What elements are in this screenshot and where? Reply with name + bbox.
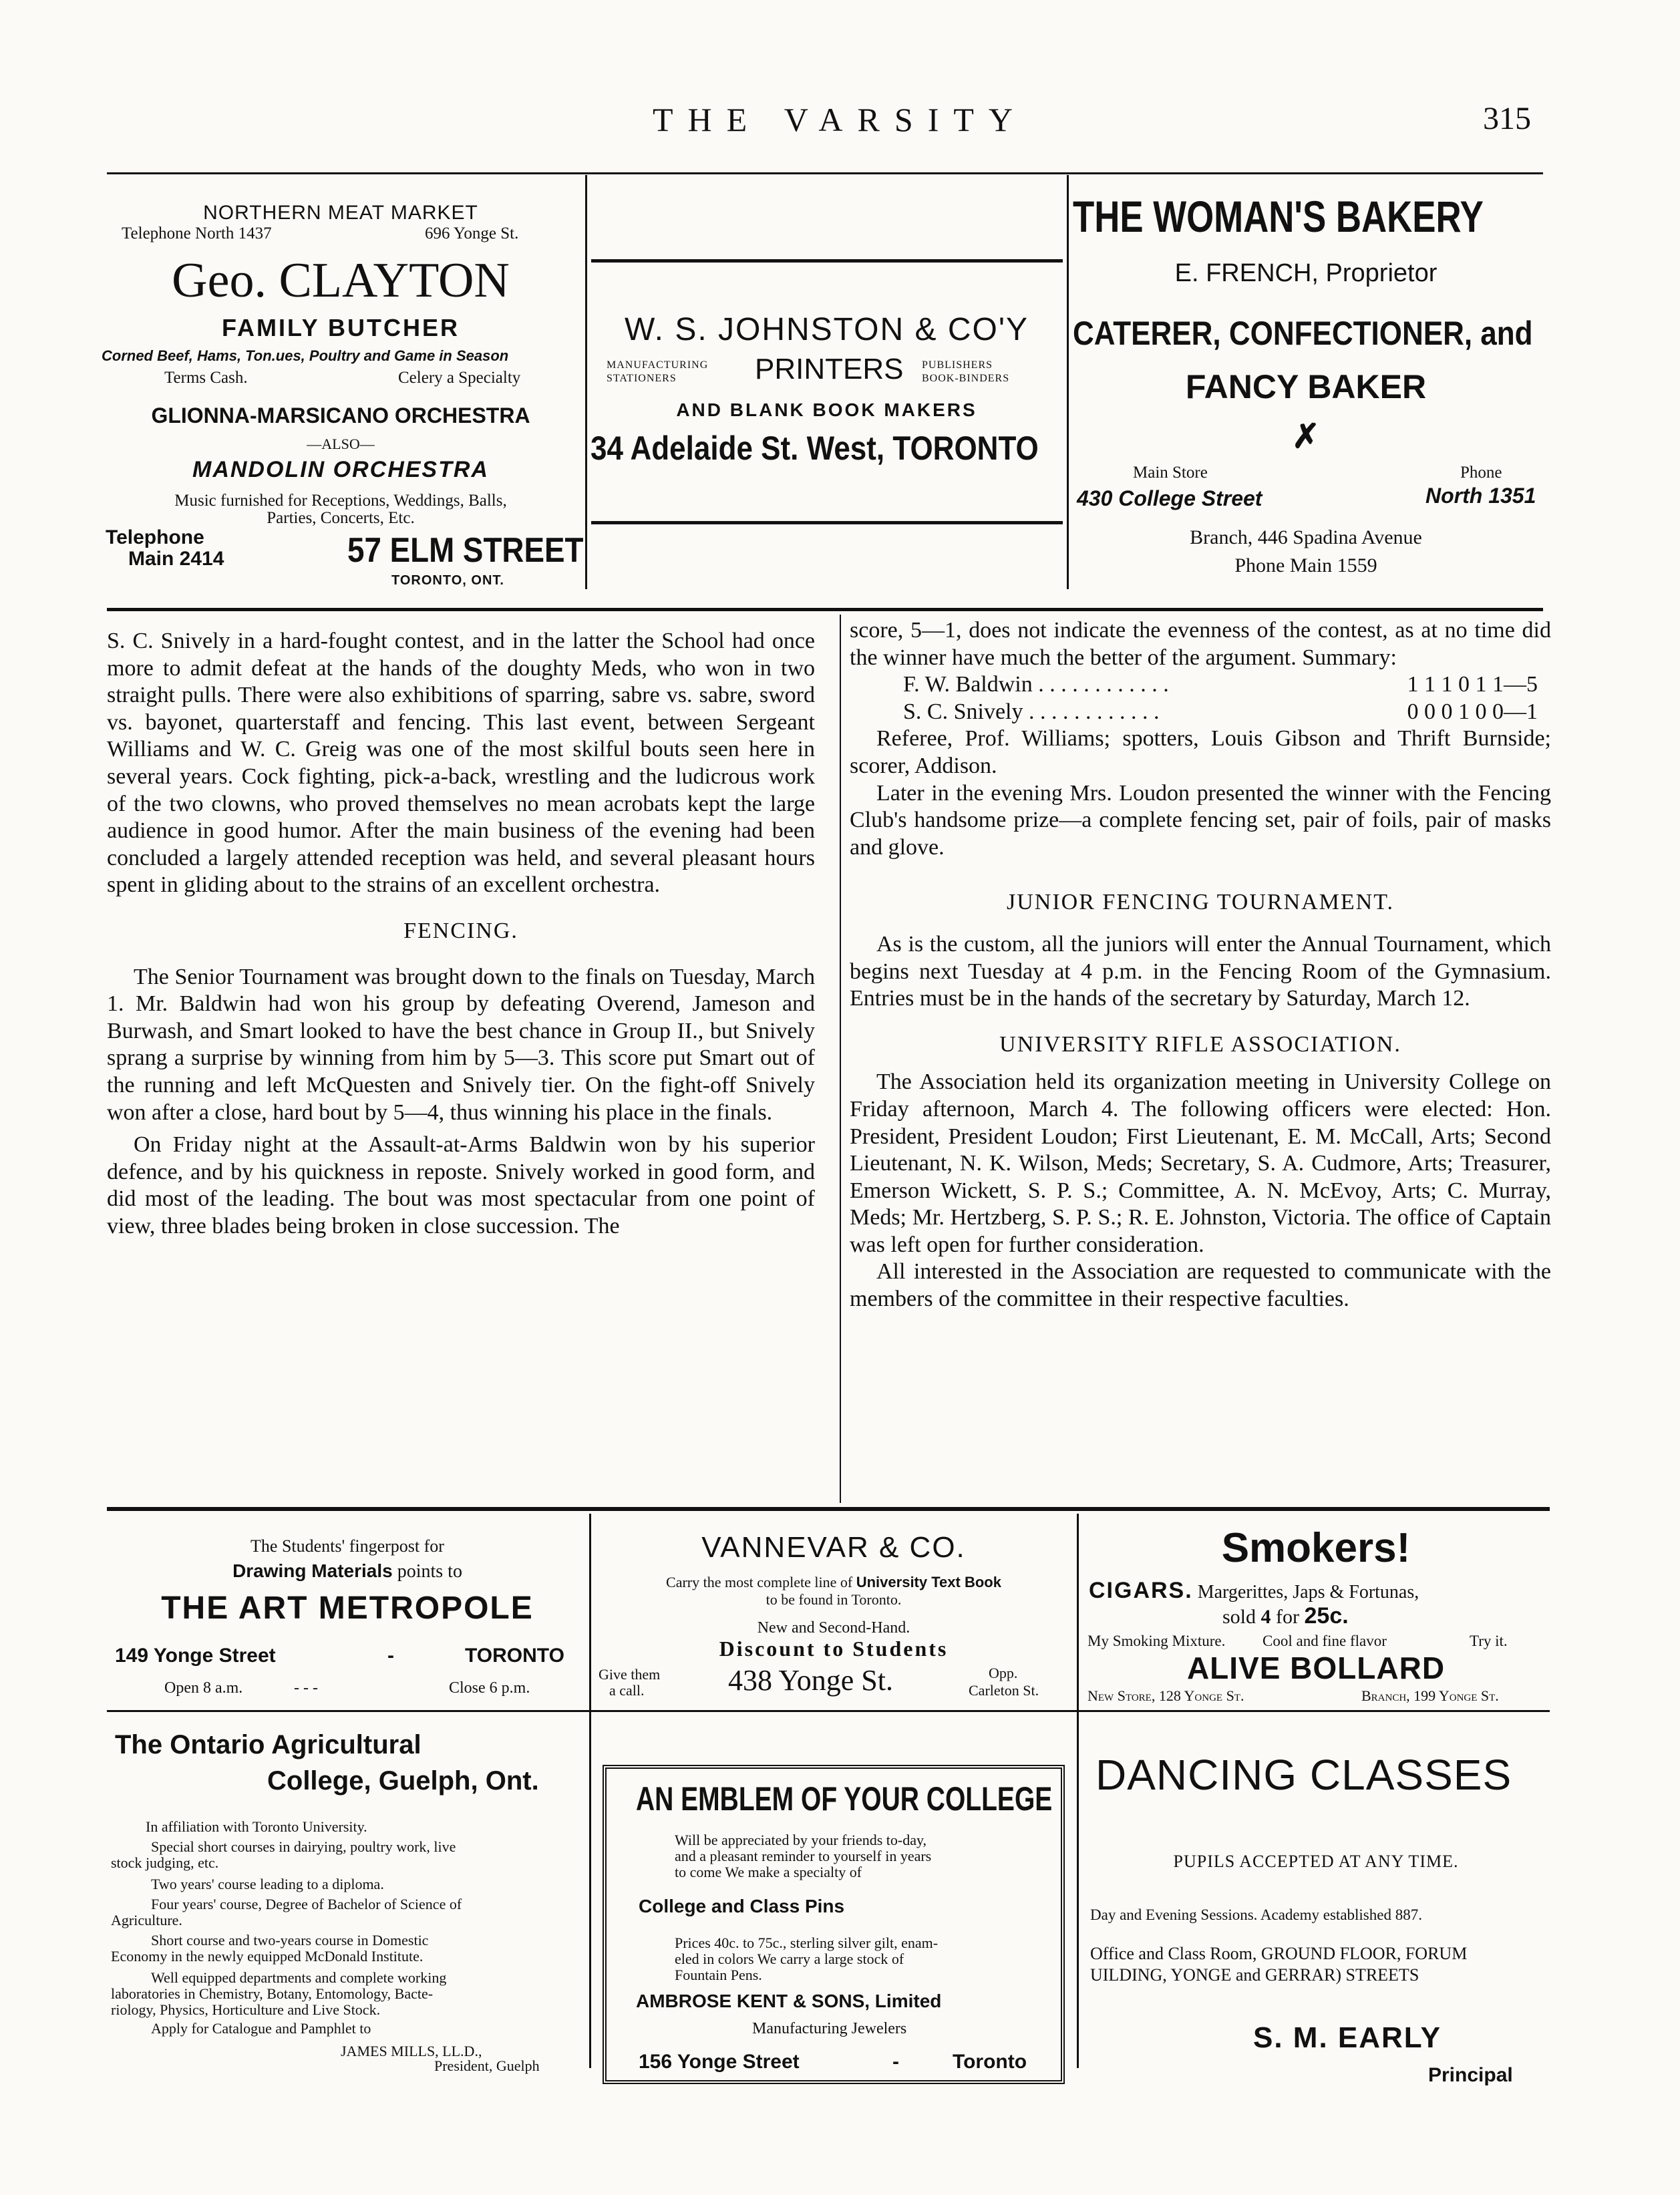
emblem-city: Toronto — [953, 2051, 1027, 2073]
summary-name: F. W. Baldwin . . . . . . . . . . . . — [903, 672, 1169, 697]
smokers-sold-c: for — [1271, 1606, 1305, 1628]
dancing-sessions: Day and Evening Sessions. Academy established 887. — [1090, 1906, 1422, 1923]
art-line-1: The Students' fingerpost for — [250, 1536, 444, 1556]
orchestra-tel-number: Main 2414 — [128, 548, 224, 570]
bakery-trade-1: CATERER, CONFECTIONER, and — [1073, 315, 1533, 352]
orchestra-street: 57 ELM STREET — [347, 531, 584, 570]
smokers-name: ALIVE BOLLARD — [1186, 1651, 1446, 1685]
dancing-title: DANCING CLASSES — [1096, 1751, 1512, 1799]
oac-line-8: Economy in the newly equipped McDonald Institute. — [111, 1948, 424, 1965]
smokers-cigars-line — [1089, 1578, 1419, 1604]
dancing-name: S. M. EARLY — [1253, 2021, 1442, 2054]
oac-line-7: Short course and two-years course in Domestic — [151, 1932, 429, 1949]
butcher-goods: Corned Beef, Hams, Ton.ues, Poultry and Game in Season — [102, 347, 509, 364]
vannevar-name: VANNEVAR & CO. — [701, 1531, 966, 1564]
article-right-para-3: Later in the evening Mrs. Loudon presented the winner with the Fencing Club's handsome prize—a complete fencing set, pair of foils, pair of masks and glove. — [850, 780, 1551, 860]
article-right-para-5: The Association held its organization meeting in University College on Friday afternoon, March 4. The following officers were elected: Hon. President, President Loudon; First Lieutenant, E. M. McCall, Arts; Second Lieutenant, N. K. Wilson, Meds; Secretary, S. A. Cudmore, Arts; Treasurer, Emerson Wickett, S. P. S.; Committee, A. N. McEvoy, Arts; C. Murray, Meds; Mr. Hertzberg, S. P. S.; R. E. Johnston, Victoria. The office of Captain was left open for further consideration. — [850, 1069, 1551, 1257]
rifle-heading: UNIVERSITY RIFLE ASSOCIATION. — [999, 1031, 1401, 1057]
oac-signature-1: JAMES MILLS, LL.D., — [341, 2043, 482, 2059]
main-store-label: Main Store — [1133, 464, 1208, 482]
bakery-branch-phone: Phone Main 1559 — [1234, 554, 1377, 576]
emblem-street: 156 Yonge Street — [639, 2051, 800, 2073]
printer-rule-top — [591, 259, 1063, 263]
dancing-principal: Principal — [1428, 2064, 1513, 2086]
smokers-try: Try it. — [1470, 1633, 1508, 1649]
market-address: 696 Yonge St. — [425, 224, 519, 242]
art-line-2-rest: points to — [392, 1561, 462, 1582]
emblem-price-1: Prices 40c. to 75c., sterling silver gilt, enam- — [675, 1934, 939, 1951]
summary-score: 1 1 1 0 1 1—5 — [1407, 672, 1538, 697]
article-right-para-2: Referee, Prof. Williams; spotters, Louis Gibson and Thrift Burnside; scorer, Addison. — [850, 726, 1551, 778]
art-street: 149 Yonge Street — [115, 1645, 276, 1667]
art-dash: - — [387, 1645, 394, 1667]
oac-signature-2: President, Guelph — [434, 2057, 540, 2074]
terms-cash: Terms Cash. — [164, 369, 248, 387]
vannevar-line-2: to be found in Toronto. — [766, 1591, 902, 1608]
orchestra-name: GLIONNA-MARSICANO ORCHESTRA — [151, 403, 530, 428]
article-left-para-2: The Senior Tournament was brought down to the finals on Tuesday, March 1. Mr. Baldwin had won his group by defeating Overend, Jameson and Burwash, and Smart looked to have the best chance in Group II., but Snively sprang a surprise by winning from him by 5—3. This score put Smart out of the running and left McQuesten and Snively tier. On the fight-off Snively won after a close, hard bout by 5—4, thus winning his place in the finals. — [107, 964, 815, 1125]
emblem-firm: AMBROSE KENT & SONS, Limited — [636, 1991, 942, 2011]
dancing-office-1: Office and Class Room, GROUND FLOOR, FORUM — [1090, 1944, 1468, 1963]
summary-row — [850, 671, 1551, 699]
fencing-heading: FENCING. — [403, 918, 518, 943]
smokers-sold-a: sold — [1222, 1606, 1261, 1628]
art-dashes: - - - — [294, 1679, 318, 1697]
smokers-brands: Margerittes, Japs & Fortunas, — [1197, 1582, 1419, 1602]
smokers-sold-line — [1222, 1603, 1349, 1629]
celery-specialty: Celery a Specialty — [398, 369, 521, 387]
oac-line-4: Two years' course leading to a diploma. — [151, 1876, 384, 1892]
smokers-sold-b: 4 — [1261, 1606, 1271, 1628]
emblem-price-2: eled in colors We carry a large stock of — [675, 1951, 904, 1967]
oac-title-1: The Ontario Agricultural — [115, 1730, 422, 1759]
smokers-new-store: New Store, 128 Yonge St. — [1087, 1687, 1244, 1704]
vannevar-opp-2: Carleton St. — [969, 1682, 1039, 1699]
printer-tagline: AND BLANK BOOK MAKERS — [676, 399, 977, 420]
art-city: TORONTO — [465, 1645, 564, 1667]
article-right-para-6: All interested in the Association are requested to communicate with the members of the committee in their respective faculties. — [850, 1259, 1551, 1312]
article-right-column — [850, 617, 1551, 1313]
printer-name: W. S. JOHNSTON & CO'Y — [624, 312, 1029, 347]
ad-divider-1 — [585, 175, 587, 589]
top-rule — [107, 172, 1543, 174]
oac-line-2: Special short courses in dairying, poultry work, live — [151, 1838, 456, 1855]
vannevar-line-3: New and Second-Hand. — [757, 1619, 910, 1637]
vannevar-give-2: a call. — [609, 1682, 645, 1699]
summary-score: 0 0 0 1 0 0—1 — [1407, 699, 1538, 724]
vannevar-opp-1: Opp. — [989, 1665, 1018, 1681]
oac-line-10: laboratories in Chemistry, Botany, Entomology, Bacte- — [111, 1985, 434, 2002]
junior-heading: JUNIOR FENCING TOURNAMENT. — [1007, 890, 1394, 915]
art-close: Close 6 p.m. — [449, 1679, 530, 1697]
emblem-line-1: Will be appreciated by your friends to-day, — [675, 1832, 927, 1848]
bottom-divider-1 — [589, 1514, 591, 2068]
smokers-title: Smokers! — [1221, 1525, 1411, 1571]
article-right-para-1: score, 5—1, does not indicate the evenness of the contest, as at no time did the winner have much the better of the argument. Summary: — [850, 618, 1551, 670]
bakery-ornament: ✗ — [1292, 417, 1320, 455]
emblem-line-3: to come We make a specialty of — [675, 1864, 862, 1880]
orchestra-tel-label: Telephone — [106, 526, 204, 548]
vannevar-line-1 — [593, 1574, 1074, 1591]
art-open: Open 8 a.m. — [164, 1679, 243, 1697]
market-name: NORTHERN MEAT MARKET — [203, 202, 478, 224]
vannevar-line-1-a: Carry the most complete line of — [666, 1574, 856, 1590]
bottom-ads-rule — [107, 1507, 1550, 1511]
emblem-pins: College and Class Pins — [639, 1896, 845, 1916]
bakery-name: THE WOMAN'S BAKERY — [1073, 192, 1484, 241]
music-line-1: Music furnished for Receptions, Weddings, Balls, — [174, 492, 507, 510]
art-name: THE ART METROPOLE — [161, 1590, 534, 1626]
dancing-pupils: PUPILS ACCEPTED AT ANY TIME. — [1173, 1852, 1459, 1871]
vannevar-give-1: Give them — [599, 1666, 661, 1683]
smokers-branch: Branch, 199 Yonge St. — [1361, 1687, 1499, 1704]
oac-line-9: Well equipped departments and complete working — [151, 1969, 447, 1986]
main-store-phone: North 1351 — [1425, 484, 1536, 508]
art-line-2-bold: Drawing Materials — [232, 1560, 393, 1581]
emblem-title: AN EMBLEM OF YOUR COLLEGE — [636, 1780, 1053, 1818]
music-line-2: Parties, Concerts, Etc. — [267, 509, 415, 527]
bakery-proprietor: E. FRENCH, Proprietor — [1174, 259, 1438, 287]
art-line-2 — [107, 1560, 588, 1582]
article-top-rule — [107, 608, 1543, 611]
article-left-para-3: On Friday night at the Assault-at-Arms Baldwin won by his superior defence, and by his quickness in reposte. Snively worked in good form, and did most of the leading. The bout was most spectacular from one point of view, three blades being broken in close succession. The — [107, 1132, 815, 1238]
emblem-line-2: and a pleasant reminder to yourself in years — [675, 1848, 932, 1864]
mandolin-orchestra: MANDOLIN ORCHESTRA — [192, 457, 489, 482]
vannevar-discount: Discount to Students — [719, 1637, 949, 1661]
smokers-flavor: Cool and fine flavor — [1263, 1633, 1387, 1649]
printer-right-1: PUBLISHERS — [922, 359, 993, 371]
article-left-column — [107, 628, 815, 1240]
bottom-divider-2 — [1077, 1514, 1079, 2068]
running-head-title: THE VARSITY — [652, 101, 1028, 138]
printer-center: PRINTERS — [755, 353, 904, 385]
oac-line-1: In affiliation with Toronto University. — [146, 1818, 367, 1835]
butcher-trade: FAMILY BUTCHER — [221, 314, 460, 341]
summary-row — [850, 699, 1551, 726]
emblem-price-3: Fountain Pens. — [675, 1967, 762, 1983]
dancing-office-2: UILDING, YONGE and GERRAR) STREETS — [1090, 1965, 1419, 1985]
orchestra-city: TORONTO, ONT. — [391, 573, 504, 588]
printer-rule-bottom — [591, 521, 1063, 524]
printer-left-1: MANUFACTURING — [607, 359, 709, 371]
bottom-ads-mid-rule — [107, 1710, 1550, 1712]
main-store-address: 430 College Street — [1077, 486, 1263, 510]
printer-left-2: STATIONERS — [607, 373, 677, 384]
butcher-name: Geo. CLAYTON — [172, 253, 510, 308]
printer-right-2: BOOK-BINDERS — [922, 373, 1010, 384]
oac-line-5: Four years' course, Degree of Bachelor of Science of — [151, 1896, 462, 1912]
vannevar-address: 438 Yonge St. — [728, 1664, 893, 1697]
page-number: 315 — [1483, 101, 1531, 136]
oac-line-12: Apply for Catalogue and Pamphlet to — [151, 2020, 371, 2037]
article-left-para-1: S. C. Snively in a hard-fought contest, and in the latter the School had once more to admit defeat at the hands of the doughty Meds, who won in two straight pulls. There were also exhibitions of sparring, sabre vs. sabre, sword vs. bayonet, quarterstaff and fencing. This last event, between Sergeant Williams and W. C. Greig was one of the most skilful bouts seen here in several years. Cock fighting, pick-a-back, wrestling and the ludicrous work of the two clowns, who proved themselves no mean acrobats kept the large audience in good humor. After the main business of the evening had been concluded a largely attended reception was held, and several pleasant hours spent in gliding about to the strains of an excellent orchestra. — [107, 629, 815, 898]
column-divider — [840, 615, 841, 1503]
vannevar-line-1-b: University Text Book — [856, 1574, 1001, 1590]
oac-line-6: Agriculture. — [111, 1912, 182, 1928]
oac-line-3: stock judging, etc. — [111, 1854, 219, 1871]
orchestra-also: —ALSO— — [307, 436, 375, 452]
oac-line-11: riology, Physics, Horticulture and Live Stock. — [111, 2001, 381, 2018]
bakery-trade-2: FANCY BAKER — [1185, 368, 1427, 405]
smokers-sold-d: 25c. — [1304, 1603, 1349, 1629]
oac-title-2: College, Guelph, Ont. — [267, 1766, 539, 1796]
summary-name: S. C. Snively . . . . . . . . . . . . — [903, 699, 1160, 724]
article-right-para-4: As is the custom, all the juniors will enter the Annual Tournament, which begins next Tuesday at 4 p.m. in the Fencing Room of the Gymnasium. Entries must be in the hands of the secretary by Saturday, March 12. — [850, 931, 1551, 1011]
smokers-mixture: My Smoking Mixture. — [1087, 1633, 1226, 1649]
bakery-branch: Branch, 446 Spadina Avenue — [1190, 526, 1422, 548]
printer-address: 34 Adelaide St. West, TORONTO — [591, 430, 1039, 467]
emblem-jewelers: Manufacturing Jewelers — [752, 2020, 907, 2037]
smokers-cigars: CIGARS. — [1089, 1578, 1193, 1603]
market-phone: Telephone North 1437 — [122, 224, 272, 242]
phone-label: Phone — [1460, 464, 1502, 482]
emblem-dash: - — [892, 2051, 899, 2073]
